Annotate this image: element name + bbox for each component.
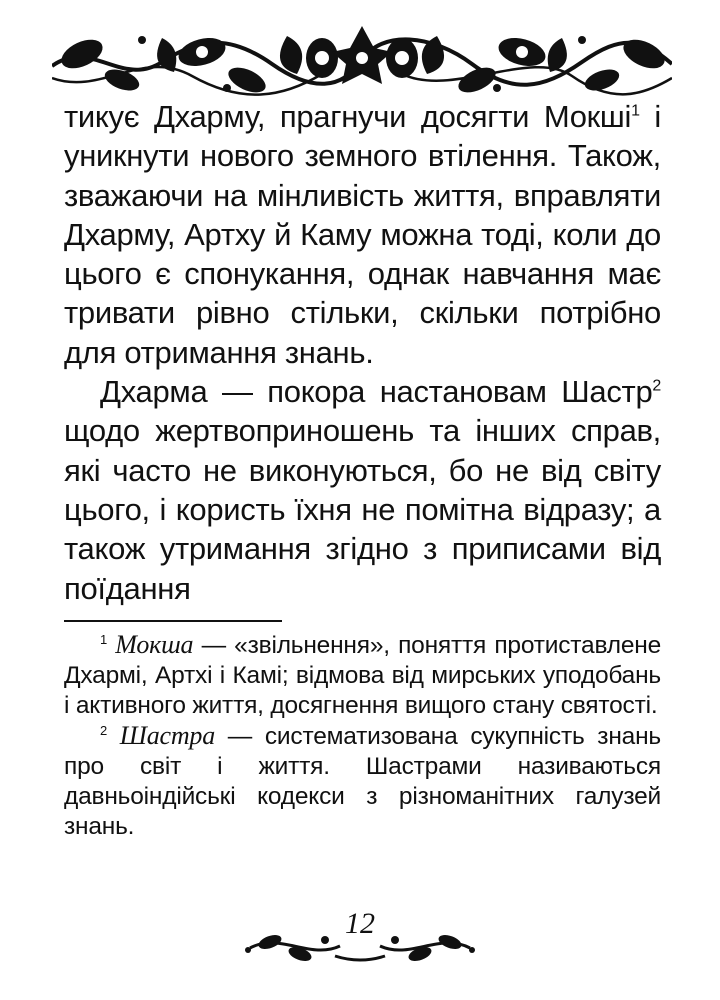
main-text [64,97,661,608]
floral-header-ornament-icon [52,18,672,100]
paragraph-continued: тикує Дхарму, прагнучи досягти Мокші$^1$ і уникнути нового земного втілення. Також, зважаючи на мінливість життя, вправляти Дхарму, Артху й Каму можна тоді, коли до цього є спонукання, однак навчання має тривати рівно стільки, скільки потрібно для отримання знань. [64,99,661,370]
footnote-term: Шастра [119,721,216,750]
folio [240,908,480,968]
footnote-ref-2: 2 [652,377,661,395]
footnotes [64,630,661,842]
footnote-ref-1: 1 [631,102,640,120]
page-number: 12 [345,907,375,940]
footnote-2: $^2$ Шастра — систематизована сукупність знань про світ і життя. Шастрами називаються давньоіндійські кодекси з різноманітних галузей знань. [64,721,661,840]
footnote-separator [64,620,282,622]
footnote-term: Мокша [115,630,194,659]
footnote-1: $^1$ Мокша — «звільнення», поняття протиставлене Дхармі, Артхі і Камі; відмова від мирських уподобань і активного життя, досягнення вищого стану святості. [64,630,661,719]
paragraph-dharma: Дхарма — покора настановам Шастр$^2$ щодо жертвоприношень та інших справ, які часто не виконуються, бо не від світу цього, і користь їхня не помітна відразу; а також утримання згідно з приписами від поїдання [64,374,661,606]
